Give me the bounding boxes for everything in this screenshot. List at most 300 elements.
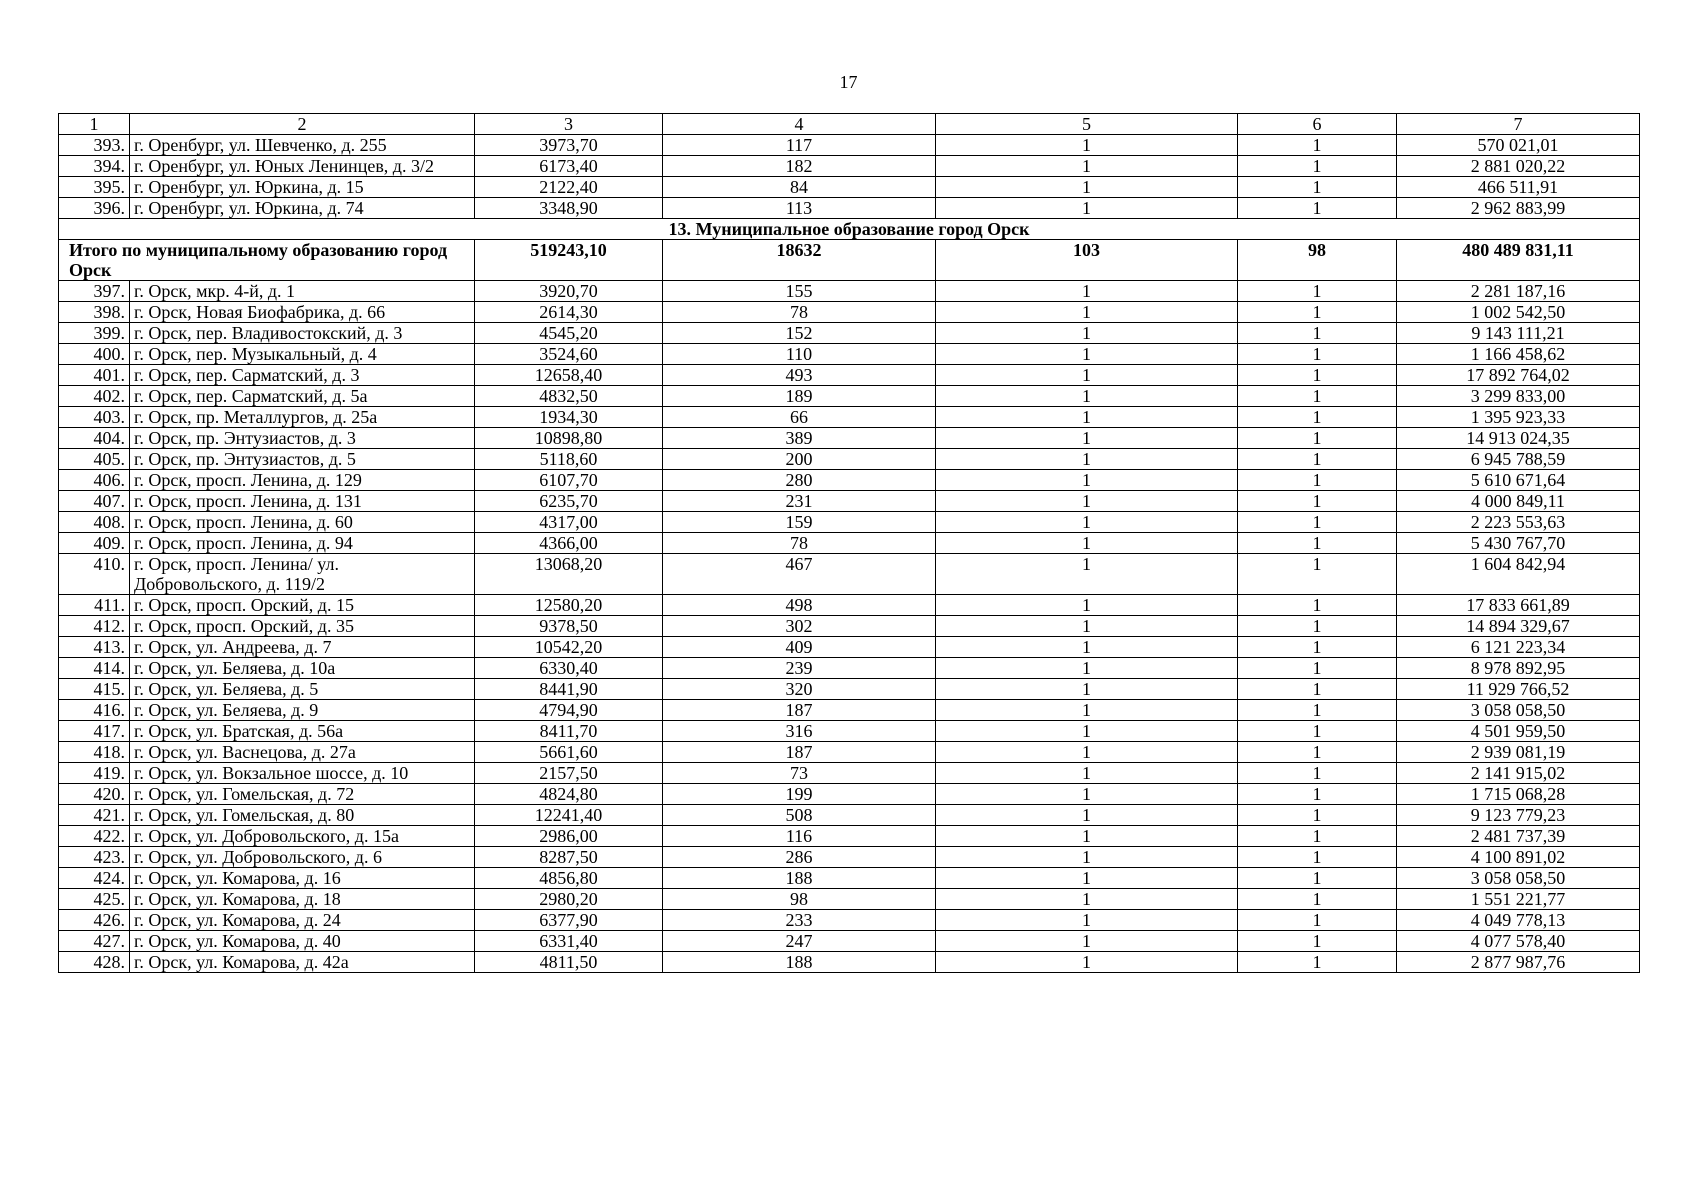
area: 2980,20 (475, 889, 663, 910)
col5-value: 1 (936, 721, 1238, 742)
area: 4856,80 (475, 868, 663, 889)
cost: 17 892 764,02 (1397, 365, 1640, 386)
row-number: 399. (59, 323, 130, 344)
col6-value: 1 (1238, 512, 1397, 533)
table-row (59, 595, 1640, 616)
row-number: 406. (59, 470, 130, 491)
address: г. Орск, пр. Энтузиастов, д. 3 (130, 428, 475, 449)
table-row (59, 344, 1640, 365)
table-row (59, 658, 1640, 679)
col5-value: 1 (936, 700, 1238, 721)
column-number-cell: 6 (1238, 114, 1397, 135)
col6-value: 1 (1238, 721, 1397, 742)
row-number: 416. (59, 700, 130, 721)
address: г. Орск, Новая Биофабрика, д. 66 (130, 302, 475, 323)
page-number: 17 (839, 72, 858, 92)
col6-value: 1 (1238, 637, 1397, 658)
col6-value: 1 (1238, 616, 1397, 637)
residents: 159 (663, 512, 936, 533)
address: г. Орск, ул. Беляева, д. 9 (130, 700, 475, 721)
area: 6173,40 (475, 156, 663, 177)
col6-value: 1 (1238, 952, 1397, 973)
table-row (59, 910, 1640, 931)
area: 4317,00 (475, 512, 663, 533)
total-area: 519243,10 (475, 240, 663, 281)
col5-value: 1 (936, 595, 1238, 616)
cost: 5 430 767,70 (1397, 533, 1640, 554)
address: г. Орск, просп. Ленина, д. 60 (130, 512, 475, 533)
address: г. Орск, ул. Вокзальное шоссе, д. 10 (130, 763, 475, 784)
area: 4366,00 (475, 533, 663, 554)
row-number: 420. (59, 784, 130, 805)
row-number: 424. (59, 868, 130, 889)
address: г. Орск, пер. Музыкальный, д. 4 (130, 344, 475, 365)
cost: 2 881 020,22 (1397, 156, 1640, 177)
address: г. Оренбург, ул. Юркина, д. 74 (130, 198, 475, 219)
table-row (59, 805, 1640, 826)
table-row (59, 679, 1640, 700)
row-number: 428. (59, 952, 130, 973)
area: 12241,40 (475, 805, 663, 826)
col6-value: 1 (1238, 281, 1397, 302)
address: г. Орск, ул. Комарова, д. 42а (130, 952, 475, 973)
col6-value: 1 (1238, 847, 1397, 868)
row-number: 405. (59, 449, 130, 470)
cost: 4 049 778,13 (1397, 910, 1640, 931)
col5-value: 1 (936, 281, 1238, 302)
col6-value: 1 (1238, 554, 1397, 595)
cost: 4 077 578,40 (1397, 931, 1640, 952)
residents: 280 (663, 470, 936, 491)
col5-value: 1 (936, 470, 1238, 491)
cost: 2 141 915,02 (1397, 763, 1640, 784)
row-number: 421. (59, 805, 130, 826)
residents: 188 (663, 952, 936, 973)
address: г. Оренбург, ул. Юных Ленинцев, д. 3/2 (130, 156, 475, 177)
row-number: 395. (59, 177, 130, 198)
row-number: 425. (59, 889, 130, 910)
area: 2986,00 (475, 826, 663, 847)
col5-value: 1 (936, 533, 1238, 554)
col5-value: 1 (936, 952, 1238, 973)
section-title: 13. Муниципальное образование город Орск (59, 219, 1640, 240)
cost: 2 962 883,99 (1397, 198, 1640, 219)
address: г. Орск, просп. Ленина/ ул. Добровольского, д. 119/2 (130, 554, 475, 595)
table-row (59, 198, 1640, 219)
col5-value: 1 (936, 784, 1238, 805)
table-row (59, 135, 1640, 156)
area: 12658,40 (475, 365, 663, 386)
area: 3920,70 (475, 281, 663, 302)
area: 5661,60 (475, 742, 663, 763)
housing-table (58, 113, 1640, 973)
col5-value: 1 (936, 868, 1238, 889)
row-number: 404. (59, 428, 130, 449)
residents: 187 (663, 700, 936, 721)
residents: 98 (663, 889, 936, 910)
row-number: 403. (59, 407, 130, 428)
table-row (59, 868, 1640, 889)
col5-value: 1 (936, 554, 1238, 595)
column-number-cell: 1 (59, 114, 130, 135)
residents: 231 (663, 491, 936, 512)
col6-value: 1 (1238, 763, 1397, 784)
table-row (59, 742, 1640, 763)
col6-value: 1 (1238, 386, 1397, 407)
address: г. Орск, ул. Гомельская, д. 80 (130, 805, 475, 826)
col6-value: 1 (1238, 889, 1397, 910)
table-row (59, 365, 1640, 386)
area: 5118,60 (475, 449, 663, 470)
col6-value: 1 (1238, 365, 1397, 386)
area: 6235,70 (475, 491, 663, 512)
residents: 199 (663, 784, 936, 805)
residents: 73 (663, 763, 936, 784)
table-row (59, 700, 1640, 721)
area: 6331,40 (475, 931, 663, 952)
col5-value: 1 (936, 742, 1238, 763)
cost: 9 123 779,23 (1397, 805, 1640, 826)
cost: 14 894 329,67 (1397, 616, 1640, 637)
table-body (59, 114, 1640, 973)
total-col6: 98 (1238, 240, 1397, 281)
column-number-cell: 4 (663, 114, 936, 135)
row-number: 409. (59, 533, 130, 554)
address: г. Орск, просп. Орский, д. 35 (130, 616, 475, 637)
address: г. Орск, ул. Комарова, д. 24 (130, 910, 475, 931)
residents: 247 (663, 931, 936, 952)
column-number-cell: 3 (475, 114, 663, 135)
cost: 2 281 187,16 (1397, 281, 1640, 302)
cost: 1 551 221,77 (1397, 889, 1640, 910)
area: 4824,80 (475, 784, 663, 805)
area: 6330,40 (475, 658, 663, 679)
cost: 5 610 671,64 (1397, 470, 1640, 491)
row-number: 394. (59, 156, 130, 177)
residents: 239 (663, 658, 936, 679)
col5-value: 1 (936, 847, 1238, 868)
table-row (59, 491, 1640, 512)
col6-value: 1 (1238, 700, 1397, 721)
residents: 302 (663, 616, 936, 637)
table-row (59, 512, 1640, 533)
address: г. Орск, ул. Беляева, д. 5 (130, 679, 475, 700)
cost: 8 978 892,95 (1397, 658, 1640, 679)
table-row (59, 554, 1640, 595)
address: г. Орск, ул. Братская, д. 56а (130, 721, 475, 742)
col6-value: 1 (1238, 323, 1397, 344)
address: г. Орск, ул. Васнецова, д. 27а (130, 742, 475, 763)
cost: 3 058 058,50 (1397, 700, 1640, 721)
address: г. Орск, ул. Гомельская, д. 72 (130, 784, 475, 805)
area: 10542,20 (475, 637, 663, 658)
col5-value: 1 (936, 637, 1238, 658)
residents: 389 (663, 428, 936, 449)
table-row (59, 889, 1640, 910)
area: 4545,20 (475, 323, 663, 344)
col5-value: 1 (936, 449, 1238, 470)
row-number: 415. (59, 679, 130, 700)
row-number: 408. (59, 512, 130, 533)
row-number: 411. (59, 595, 130, 616)
col5-value: 1 (936, 491, 1238, 512)
cost: 2 939 081,19 (1397, 742, 1640, 763)
col5-value: 1 (936, 323, 1238, 344)
row-number: 417. (59, 721, 130, 742)
column-number-cell: 7 (1397, 114, 1640, 135)
col6-value: 1 (1238, 533, 1397, 554)
residents: 320 (663, 679, 936, 700)
table-row (59, 177, 1640, 198)
col6-value: 1 (1238, 491, 1397, 512)
table-row (59, 407, 1640, 428)
table-row (59, 637, 1640, 658)
area: 3348,90 (475, 198, 663, 219)
cost: 570 021,01 (1397, 135, 1640, 156)
table-row (59, 449, 1640, 470)
col5-value: 1 (936, 365, 1238, 386)
area: 8441,90 (475, 679, 663, 700)
area: 2122,40 (475, 177, 663, 198)
cost: 1 715 068,28 (1397, 784, 1640, 805)
address: г. Орск, ул. Андреева, д. 7 (130, 637, 475, 658)
col5-value: 1 (936, 805, 1238, 826)
row-number: 398. (59, 302, 130, 323)
table-row (59, 616, 1640, 637)
address: г. Оренбург, ул. Юркина, д. 15 (130, 177, 475, 198)
address: г. Орск, пр. Металлургов, д. 25а (130, 407, 475, 428)
cost: 1 395 923,33 (1397, 407, 1640, 428)
row-number: 407. (59, 491, 130, 512)
area: 6377,90 (475, 910, 663, 931)
col5-value: 1 (936, 910, 1238, 931)
residents: 508 (663, 805, 936, 826)
total-label: Итого по муниципальному образованию город Орск (59, 240, 475, 281)
table-row (59, 763, 1640, 784)
table-row (59, 428, 1640, 449)
residents: 182 (663, 156, 936, 177)
col6-value: 1 (1238, 784, 1397, 805)
cost: 4 100 891,02 (1397, 847, 1640, 868)
cost: 3 058 058,50 (1397, 868, 1640, 889)
area: 9378,50 (475, 616, 663, 637)
area: 3524,60 (475, 344, 663, 365)
row-number: 413. (59, 637, 130, 658)
table-row (59, 323, 1640, 344)
residents: 152 (663, 323, 936, 344)
col6-value: 1 (1238, 177, 1397, 198)
residents: 409 (663, 637, 936, 658)
table-row (59, 156, 1640, 177)
address: г. Орск, мкр. 4-й, д. 1 (130, 281, 475, 302)
area: 2614,30 (475, 302, 663, 323)
table-row (59, 721, 1640, 742)
col5-value: 1 (936, 512, 1238, 533)
col6-value: 1 (1238, 470, 1397, 491)
table-row (59, 784, 1640, 805)
col5-value: 1 (936, 658, 1238, 679)
col5-value: 1 (936, 156, 1238, 177)
total-row (59, 240, 1640, 281)
col5-value: 1 (936, 198, 1238, 219)
row-number: 418. (59, 742, 130, 763)
total-col5: 103 (936, 240, 1238, 281)
area: 8411,70 (475, 721, 663, 742)
cost: 466 511,91 (1397, 177, 1640, 198)
cost: 6 121 223,34 (1397, 637, 1640, 658)
col5-value: 1 (936, 616, 1238, 637)
address: г. Орск, просп. Орский, д. 15 (130, 595, 475, 616)
table-row (59, 931, 1640, 952)
row-number: 410. (59, 554, 130, 595)
residents: 116 (663, 826, 936, 847)
column-number-row (59, 114, 1640, 135)
col5-value: 1 (936, 931, 1238, 952)
col6-value: 1 (1238, 868, 1397, 889)
cost: 14 913 024,35 (1397, 428, 1640, 449)
column-number-cell: 2 (130, 114, 475, 135)
col5-value: 1 (936, 428, 1238, 449)
cost: 1 604 842,94 (1397, 554, 1640, 595)
area: 2157,50 (475, 763, 663, 784)
row-number: 397. (59, 281, 130, 302)
area: 13068,20 (475, 554, 663, 595)
cost: 2 481 737,39 (1397, 826, 1640, 847)
col5-value: 1 (936, 889, 1238, 910)
table-row (59, 952, 1640, 973)
col6-value: 1 (1238, 428, 1397, 449)
col5-value: 1 (936, 763, 1238, 784)
col6-value: 1 (1238, 742, 1397, 763)
col6-value: 1 (1238, 407, 1397, 428)
area: 8287,50 (475, 847, 663, 868)
area: 6107,70 (475, 470, 663, 491)
residents: 189 (663, 386, 936, 407)
col6-value: 1 (1238, 826, 1397, 847)
col6-value: 1 (1238, 344, 1397, 365)
col5-value: 1 (936, 344, 1238, 365)
area: 10898,80 (475, 428, 663, 449)
table-row (59, 470, 1640, 491)
cost: 3 299 833,00 (1397, 386, 1640, 407)
col5-value: 1 (936, 302, 1238, 323)
col6-value: 1 (1238, 156, 1397, 177)
row-number: 419. (59, 763, 130, 784)
col6-value: 1 (1238, 658, 1397, 679)
area: 4811,50 (475, 952, 663, 973)
residents: 493 (663, 365, 936, 386)
table-row (59, 281, 1640, 302)
total-residents: 18632 (663, 240, 936, 281)
row-number: 427. (59, 931, 130, 952)
col5-value: 1 (936, 177, 1238, 198)
residents: 316 (663, 721, 936, 742)
address: г. Орск, ул. Добровольского, д. 6 (130, 847, 475, 868)
residents: 110 (663, 344, 936, 365)
row-number: 401. (59, 365, 130, 386)
table-row (59, 533, 1640, 554)
col6-value: 1 (1238, 595, 1397, 616)
cost: 4 000 849,11 (1397, 491, 1640, 512)
address: г. Орск, ул. Комарова, д. 16 (130, 868, 475, 889)
column-number-cell: 5 (936, 114, 1238, 135)
residents: 187 (663, 742, 936, 763)
col6-value: 1 (1238, 910, 1397, 931)
col5-value: 1 (936, 386, 1238, 407)
cost: 17 833 661,89 (1397, 595, 1640, 616)
row-number: 396. (59, 198, 130, 219)
row-number: 423. (59, 847, 130, 868)
address: г. Орск, ул. Комарова, д. 18 (130, 889, 475, 910)
residents: 286 (663, 847, 936, 868)
area: 1934,30 (475, 407, 663, 428)
row-number: 414. (59, 658, 130, 679)
cost: 11 929 766,52 (1397, 679, 1640, 700)
address: г. Орск, просп. Ленина, д. 129 (130, 470, 475, 491)
address: г. Оренбург, ул. Шевченко, д. 255 (130, 135, 475, 156)
address: г. Орск, пер. Владивостокский, д. 3 (130, 323, 475, 344)
residents: 78 (663, 302, 936, 323)
address: г. Орск, просп. Ленина, д. 131 (130, 491, 475, 512)
address: г. Орск, ул. Добровольского, д. 15а (130, 826, 475, 847)
col6-value: 1 (1238, 135, 1397, 156)
address: г. Орск, пр. Энтузиастов, д. 5 (130, 449, 475, 470)
area: 4794,90 (475, 700, 663, 721)
col6-value: 1 (1238, 679, 1397, 700)
residents: 66 (663, 407, 936, 428)
table-row (59, 302, 1640, 323)
address: г. Орск, пер. Сарматский, д. 5а (130, 386, 475, 407)
area: 4832,50 (475, 386, 663, 407)
col6-value: 1 (1238, 198, 1397, 219)
cost: 2 223 553,63 (1397, 512, 1640, 533)
total-cost: 480 489 831,11 (1397, 240, 1640, 281)
address: г. Орск, пер. Сарматский, д. 3 (130, 365, 475, 386)
residents: 117 (663, 135, 936, 156)
residents: 78 (663, 533, 936, 554)
row-number: 402. (59, 386, 130, 407)
cost: 1 002 542,50 (1397, 302, 1640, 323)
col6-value: 1 (1238, 449, 1397, 470)
residents: 498 (663, 595, 936, 616)
col5-value: 1 (936, 407, 1238, 428)
address: г. Орск, просп. Ленина, д. 94 (130, 533, 475, 554)
area: 12580,20 (475, 595, 663, 616)
row-number: 400. (59, 344, 130, 365)
residents: 233 (663, 910, 936, 931)
table-row (59, 826, 1640, 847)
residents: 84 (663, 177, 936, 198)
row-number: 393. (59, 135, 130, 156)
cost: 4 501 959,50 (1397, 721, 1640, 742)
table-row (59, 386, 1640, 407)
residents: 155 (663, 281, 936, 302)
col6-value: 1 (1238, 931, 1397, 952)
address: г. Орск, ул. Беляева, д. 10а (130, 658, 475, 679)
residents: 200 (663, 449, 936, 470)
col5-value: 1 (936, 826, 1238, 847)
address: г. Орск, ул. Комарова, д. 40 (130, 931, 475, 952)
cost: 9 143 111,21 (1397, 323, 1640, 344)
row-number: 426. (59, 910, 130, 931)
residents: 113 (663, 198, 936, 219)
area: 3973,70 (475, 135, 663, 156)
col6-value: 1 (1238, 302, 1397, 323)
row-number: 412. (59, 616, 130, 637)
cost: 1 166 458,62 (1397, 344, 1640, 365)
cost: 6 945 788,59 (1397, 449, 1640, 470)
col6-value: 1 (1238, 805, 1397, 826)
